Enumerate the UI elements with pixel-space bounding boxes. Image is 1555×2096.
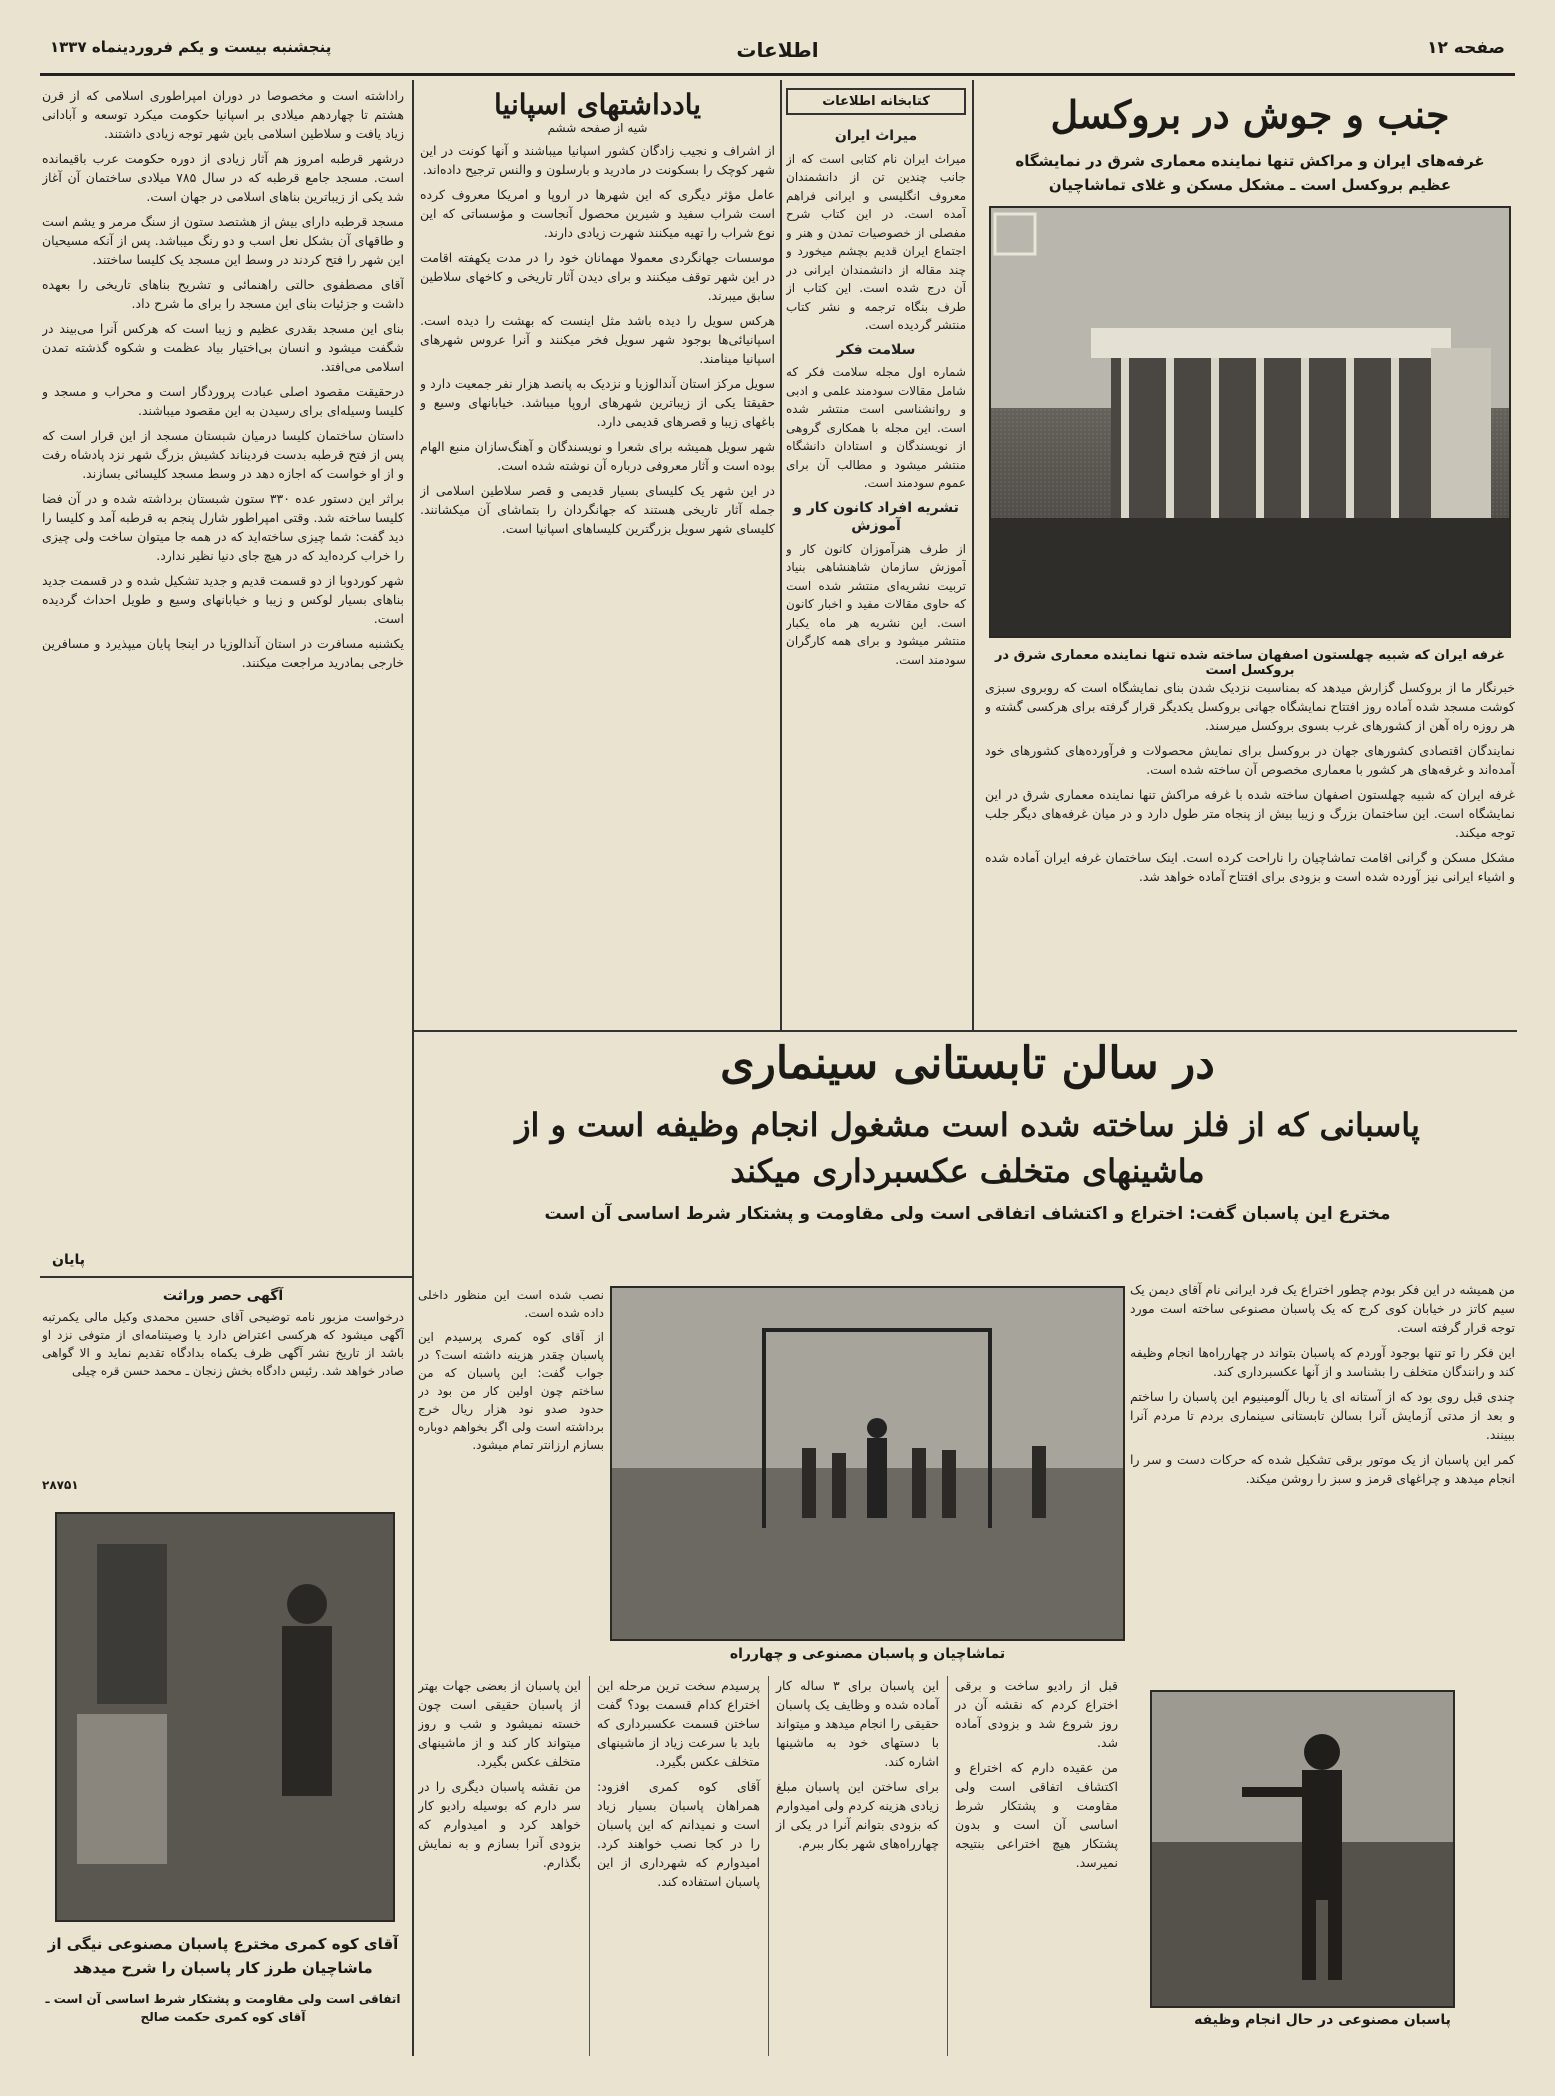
cordoba-column bbox=[42, 86, 404, 1272]
cinema-paragraph: آقای کوه کمری افزود: همراهان پاسبان بسیار زیاد است و نمیدانم که این پاسبان را در کجا نصب خواهند کرد. امیدوارم که شهرداری از این پاسبان استفاده کند. bbox=[597, 1779, 760, 1889]
cinema-paragraph: نصب شده است این منظور داخلی داده شده است. bbox=[418, 1288, 604, 1320]
robot-policeman-photo bbox=[1150, 1690, 1455, 2008]
cinema-lower-body bbox=[418, 1676, 1118, 2056]
section-rule bbox=[412, 1030, 1517, 1032]
library-section-text: از طرف هنرآموزان کانون کار و آموزش سازمان شاهنشاهی بنیاد تربیت نشریه‌ای منتشر شده است که حاوی مقالات مفید و اخبار کانون است. این نشریه هر ماه یکبار منتشر میشود و برای همه کارگران سودمند است. bbox=[786, 541, 966, 667]
notice-code: ۲۸۷۵۱ bbox=[42, 1478, 79, 1492]
brussels-subheadline: غرفه‌های ایران و مراکش تنها نماینده معماری شرق در نمایشگاه عظیم بروکسل است ـ مشکل مسکن و غلای تماشاچیان bbox=[1015, 152, 1485, 194]
newspaper-name: اطلاعات bbox=[736, 38, 819, 62]
brussels-paragraph: غرفه ایران که شبیه چهلستون اصفهان ساخته شده با غرفه مراکش تنها نماینده معماری شرق در این نمایشگاه است. این ساختمان بزرگ و زیبا بیش از پنجاه متر طول دارد و در میان غرفه‌های دیگر جلب توجه میکند. bbox=[985, 787, 1515, 840]
cinema-left-text bbox=[418, 1286, 604, 1676]
cinema-paragraph: کمر این پاسبان از یک موتور برقی تشکیل شده که حرکات دست و سر را انجام میدهد و چراغهای قرمز و سبز را روشن میکند. bbox=[1130, 1452, 1515, 1486]
spain-article bbox=[420, 88, 775, 1028]
iran-pavilion-photo bbox=[989, 206, 1511, 638]
brussels-headline: جنب و جوش در بروکسل bbox=[1050, 92, 1450, 137]
column-rule bbox=[412, 1276, 414, 2056]
brussels-paragraph: نمایندگان اقتصادی کشورهای جهان در بروکسل برای نمایش محصولات و فرآورده‌های کشورهای خود آمده‌اند و غرفه‌های هر کشور با معماری مخصوص آن ساخته شده است. bbox=[985, 743, 1515, 777]
inventor-photo bbox=[55, 1512, 395, 1922]
pavilion-photo-caption: غرفه ایران که شبیه چهلستون اصفهان ساخته شده تنها نماینده معماری شرق در بروکسل است bbox=[994, 648, 1506, 678]
spain-byline: شیه از صفحه ششم bbox=[547, 121, 648, 135]
library-section-title: سلامت فکر bbox=[836, 341, 916, 358]
issue-date: پنجشنبه بیست و یکم فروردینماه ۱۳۳۷ bbox=[50, 38, 332, 56]
masthead bbox=[40, 30, 1515, 76]
cinema-paragraph: من همیشه در این فکر بودم چطور اختراع یک فرد ایرانی نام آقای دیمن یک سیم کاتز در خیابان کوی کرج که یک پاسبان مصنوعی ساخته است مورد توجه قرار گرفته است. bbox=[1130, 1282, 1515, 1335]
cinema-right-text bbox=[1130, 1280, 1515, 1670]
library-section-title: میراث ایران bbox=[834, 128, 918, 144]
cordoba-paragraph: براثر این دستور عده ۳۳۰ ستون شبستان برداشته شده و در آن فضا کلیسا ساخته شد. وقتی امپراطور شارل پنجم به قرطبه آمد و کلیسا را دید گفت: شما چیزی ساخته‌اید که در همه جا میتوان ساخت ولی چیزی را خراب کرده‌اید که در هیچ جای دنیا نظیر ندارد. bbox=[42, 491, 404, 563]
library-header: کتابخانه اطلاعات bbox=[786, 88, 966, 115]
cinema-paragraph: چندی قبل روی بود که از آستانه ای یا ربال آلومینیوم این پاسبان را ساختم و بعد از مدتی آزمایش آنرا بسالن تابستانی سینماری بردم تا مردم آنرا ببینند. bbox=[1130, 1389, 1515, 1442]
library-section-text: میراث ایران نام کتابی است که از جانب چندین تن از دانشمندان معروف انگلیسی و ایرانی فراهم آمده است. در این کتاب شرح مفصلی از خصوصیات تمدن و هنر و اجتماع ایران قدیم بچشم میخورد و چند مقاله از دانشمندان ایرانی در آن درج شده است. این کتاب از طرف بنگاه ترجمه و نشر کتاب منتشر گردیده است. bbox=[786, 151, 966, 332]
notice-text: درخواست مزبور نامه توضیحی آقای حسین محمدی وکیل مالی یکمرتبه آگهی میشود که هرکسی اعتراض دارد یا وصیتنامه‌ای از متوفی نزد او باشد از تاریخ نشر آگهی ظرف یکماه بدادگاه تقدیم نماید و الا گواهی صادر خواهد شد. رئیس دادگاه بخش زنجان ـ محمد حسن قره چیلی bbox=[42, 1310, 404, 1378]
cinema-headline-block bbox=[420, 1036, 1515, 1276]
traffic-scene-photo bbox=[610, 1286, 1125, 1641]
library-body bbox=[786, 121, 966, 1021]
cordoba-paragraph: راداشته است و مخصوصا در دوران امپراطوری اسلامی که از قرن هشتم تا چهاردهم میلادی بر اسپانیا حکومت میکرد توسعه و آبادانی زیاد یافت و سلاطین اسلامی باین شهر توجه زیادی داشتند. bbox=[42, 88, 404, 141]
cinema-paragraph: این پاسبان از بعضی جهات بهتر از پاسبان حقیقی است چون خسته نمیشود و شب و روز میتواند کار کند و از ماشینهای متخلف عکس بگیرد. bbox=[418, 1678, 581, 1769]
cinema-headline: در سالن تابستانی سینماری bbox=[720, 1038, 1215, 1089]
traffic-photo-caption: تماشاچیان و پاسبان مصنوعی و چهارراه bbox=[729, 1646, 1006, 1662]
robot-photo-caption: پاسبان مصنوعی در حال انجام وظیفه bbox=[1194, 2012, 1451, 2028]
inventor-photo-caption: آقای کوه کمری مخترع پاسبان مصنوعی نیگی از ماشاچیان طرز کار پاسبان را شرح میدهد bbox=[47, 1935, 399, 1977]
notice-title: آگهی حصر وراثت bbox=[162, 1288, 284, 1304]
brussels-article bbox=[985, 88, 1515, 1028]
spain-paragraph: هرکس سویل را دیده باشد مثل اینست که بهشت را دیده است. اسپانیائی‌ها بوجود شهر سویل فخر میکنند و آنرا عروس شهرهای اسپانیا مینامند. bbox=[420, 313, 775, 366]
robot-policeman-illustration bbox=[1152, 1692, 1453, 2006]
cinema-paragraph: این فکر را تو تنها بوجود آوردم که پاسبان بتواند در چهارراه‌ها انجام وظیفه کند و رانندگان متخلف را بشناسد و از آنها عکسبرداری کند. bbox=[1130, 1345, 1515, 1379]
inheritance-notice bbox=[42, 1282, 404, 1502]
cordoba-paragraph: داستان ساختمان کلیسا درمیان شبستان مسجد از این قرار است که پس از فتح قرطبه بدست فردیناند کشیش بزرگ شهر نزد پادشاه رفت و از او خواست که اجازه دهد در وسط مسجد کلیسائی بسازند. bbox=[42, 428, 404, 481]
spain-paragraph: عامل مؤثر دیگری که این شهرها در اروپا و امریکا معروف کرده است شراب سفید و شیرین محصول آنجاست و مؤسساتی که این نوع شراب را تهیه میکنند شهرت زیادی دارند. bbox=[420, 187, 775, 240]
cinema-paragraph: من عقیده دارم که اختراع و اکتشاف اتفاقی است ولی مقاومت و پشتکار شرط اساسی آن است و بدون پشتکار هیچ اختراعی بنتیجه نمیرسد. bbox=[955, 1760, 1118, 1870]
spain-headline: یادداشتهای اسپانیا bbox=[493, 88, 702, 121]
cinema-paragraph: برای ساختن این پاسبان مبلغ زیادی هزینه کردم ولی امیدوارم که بزودی بتوانم آنرا در یکی از چهارراه‌های شهر بکار ببرم. bbox=[776, 1779, 939, 1851]
column-rule bbox=[972, 80, 974, 1030]
cordoba-paragraph: درشهر قرطبه امروز هم آثار زیادی از دوره حکومت عرب باقیمانده است. مسجد جامع قرطبه که در سال ۷۸۵ میلادی ساختمان آن آغاز شد یکی از زیباترین بناهای اسلامی در جهان است. bbox=[42, 151, 404, 204]
brussels-body bbox=[985, 678, 1515, 1023]
library-column bbox=[786, 88, 966, 1028]
cordoba-paragraph: آقای مصطفوی حالتی راهنمائی و تشریح بناهای تاریخی را بعهده داشت و جزئیات بنای این مسجد را برای ما شرح داد. bbox=[42, 277, 404, 311]
inventor-illustration bbox=[57, 1514, 393, 1920]
spain-body bbox=[420, 141, 775, 1021]
cinema-paragraph: پرسیدم سخت ترین مرحله این اختراع کدام قسمت بود؟ گفت ساختن قسمت عکسبرداری که باید با سرعت زیاد از ماشینهای متخلف عکس بگیرد. bbox=[597, 1678, 760, 1769]
traffic-scene-illustration bbox=[612, 1288, 1123, 1639]
column-rule bbox=[412, 80, 414, 1276]
cordoba-body bbox=[42, 86, 404, 1236]
spain-paragraph: شهر سویل همیشه برای شعرا و نویسندگان و آهنگ‌سازان منبع الهام بوده است و آثار معروفی درباره آن نوشته شده است. bbox=[420, 439, 775, 473]
cinema-subheadline: پاسبانی که از فلز ساخته شده است مشغول انجام وظیفه است و از ماشینهای متخلف عکسبرداری میکند bbox=[515, 1106, 1420, 1190]
page-number: صفحه ۱۲ bbox=[1427, 38, 1505, 58]
article-end-mark: پایان bbox=[52, 1252, 85, 1268]
column-rule bbox=[780, 80, 782, 1030]
spain-paragraph: در این شهر یک کلیسای بسیار قدیمی و قصر سلاطین اسلامی از جمله آثار تاریخی هستند که جهانگردان را بتماشای آن میکشانند. کلیسای شهر سویل بزرگترین کلیساهای اسپانیا است. bbox=[420, 483, 775, 536]
cordoba-paragraph: مسجد قرطبه دارای بیش از هشتصد ستون از سنگ مرمر و یشم است و طاقهای آن بشکل نعل اسب و دو رنگ میباشد. پس از آنکه مسیحیان این شهر را فتح کردند در وسط این مسجد یک کلیسا ساختند. bbox=[42, 214, 404, 267]
cordoba-paragraph: یکشنبه مسافرت در استان آندالوزیا در اینجا پایان میپذیرد و مسافرین خارجی بمادرید مراجعت میکنند. bbox=[42, 636, 404, 670]
library-section-text: شماره اول مجله سلامت فکر که شامل مقالات سودمند علمی و ادبی و روانشناسی است منتشر شده است. این مجله با همکاری گروهی از نویسندگان و استادان دانشگاه منتشر میشود و مطالب آن برای عموم سودمند است. bbox=[786, 365, 966, 490]
cordoba-paragraph: درحقیقت مقصود اصلی عبادت پروردگار است و محراب و مسجد و کلیسا وسیله‌ای برای رسیدن به این مقصود میباشند. bbox=[42, 384, 404, 418]
library-section-title: تشریه افراد کانون کار و آموزش bbox=[793, 499, 959, 534]
cinema-paragraph: من نقشه پاسبان دیگری را در سر دارم که بوسیله رادیو کار خواهد کرد و امیدوارم که بزودی آنرا بسازم و به نمایش بگذارم. bbox=[418, 1779, 581, 1870]
cinema-paragraph: قبل از رادیو ساخت و برقی اختراع کردم که نقشه آن در روز شروع شد و بزودی آماده شد. bbox=[955, 1678, 1118, 1750]
inventor-photo-subcaption: اتفاقی است ولی مقاومت و پشتکار شرط اساسی آن است ـ آقای کوه کمری حکمت صالح bbox=[45, 1992, 401, 2024]
brussels-paragraph: مشکل مسکن و گرانی اقامت تماشاچیان را ناراحت کرده است. اینک ساختمان غرفه ایران آماده شده و اشیاء ایرانی نیز آورده شده است و بزودی برای افتتاح آماده خواهد شد. bbox=[985, 850, 1515, 884]
cinema-paragraph: از آقای کوه کمری پرسیدم این پاسبان چقدر هزینه داشته است؟ در جواب گفت: این پاسبان که من ساختم چون اولین کار من بود در حدود صدو نود هزار ریال خرج برداشته است ولی اگر بخواهم دوباره بسازم ارزانتر تمام میشود. bbox=[418, 1330, 604, 1452]
brussels-paragraph: خبرنگار ما از بروکسل گزارش میدهد که بمناسبت نزدیک شدن بنای نمایشگاه است که روبروی سبزی کوشت مسجد شده آماده روز افتتاح نمایشگاه جهانی بروکسل یکدیگر قرار گرفته برای هرکسی گشته و هر روزه راه آهن از کشورهای غرب بسوی بروکسل میرسند. bbox=[985, 680, 1515, 733]
spain-paragraph: از اشراف و نجیب زادگان کشور اسپانیا میباشند و آنها کونت در این شهر کوچک را بسکونت در مادرید و بارسلون و والنس ترجیح داده‌اند. bbox=[420, 143, 775, 177]
spain-paragraph: موسسات جهانگردی معمولا مهمانان خود را در مدت یکهفته اقامت در این شهر توقف میکنند و برای دیدن آثار تاریخی و کاخهای سلاطین سابق میبرند. bbox=[420, 250, 775, 303]
cinema-lower-text bbox=[418, 1676, 1118, 2056]
cinema-kicker: مخترع این پاسبان گفت: اختراع و اکتشاف اتفاقی است ولی مقاومت و پشتکار شرط اساسی آن است bbox=[544, 1204, 1391, 1224]
cordoba-paragraph: شهر کوردوبا از دو قسمت قدیم و جدید تشکیل شده و در قسمت جدید بناهای بسیار لوکس و زیبا و خیابانهای وسیع و طویل احداث گردیده است. bbox=[42, 573, 404, 626]
spain-paragraph: سویل مرکز استان آندالوزیا و نزدیک به پانصد هزار نفر جمعیت دارد و حقیقتا یکی از زیباترین شهرهای اروپا میباشد. خیابانهای وسیع و باغهای زیبا و قصرهای قدیمی دارد. bbox=[420, 376, 775, 429]
cinema-left-body bbox=[418, 1286, 604, 1676]
section-rule bbox=[40, 1276, 412, 1278]
cordoba-paragraph: بنای این مسجد بقدری عظیم و زیبا است که هرکس آنرا می‌بیند در شگفت میشود و انسان بی‌اختیار بیاد عظمت و شکوه گذشته تمدن اسلامی می‌افتد. bbox=[42, 321, 404, 374]
pavilion-illustration bbox=[991, 208, 1509, 636]
cinema-paragraph: این پاسبان برای ۳ ساله کار آماده شده و وظایف یک پاسبان حقیقی را انجام میدهد و میتواند با دستهای خود به ماشینها اشاره کند. bbox=[776, 1678, 939, 1769]
cinema-right-body bbox=[1130, 1280, 1515, 1670]
